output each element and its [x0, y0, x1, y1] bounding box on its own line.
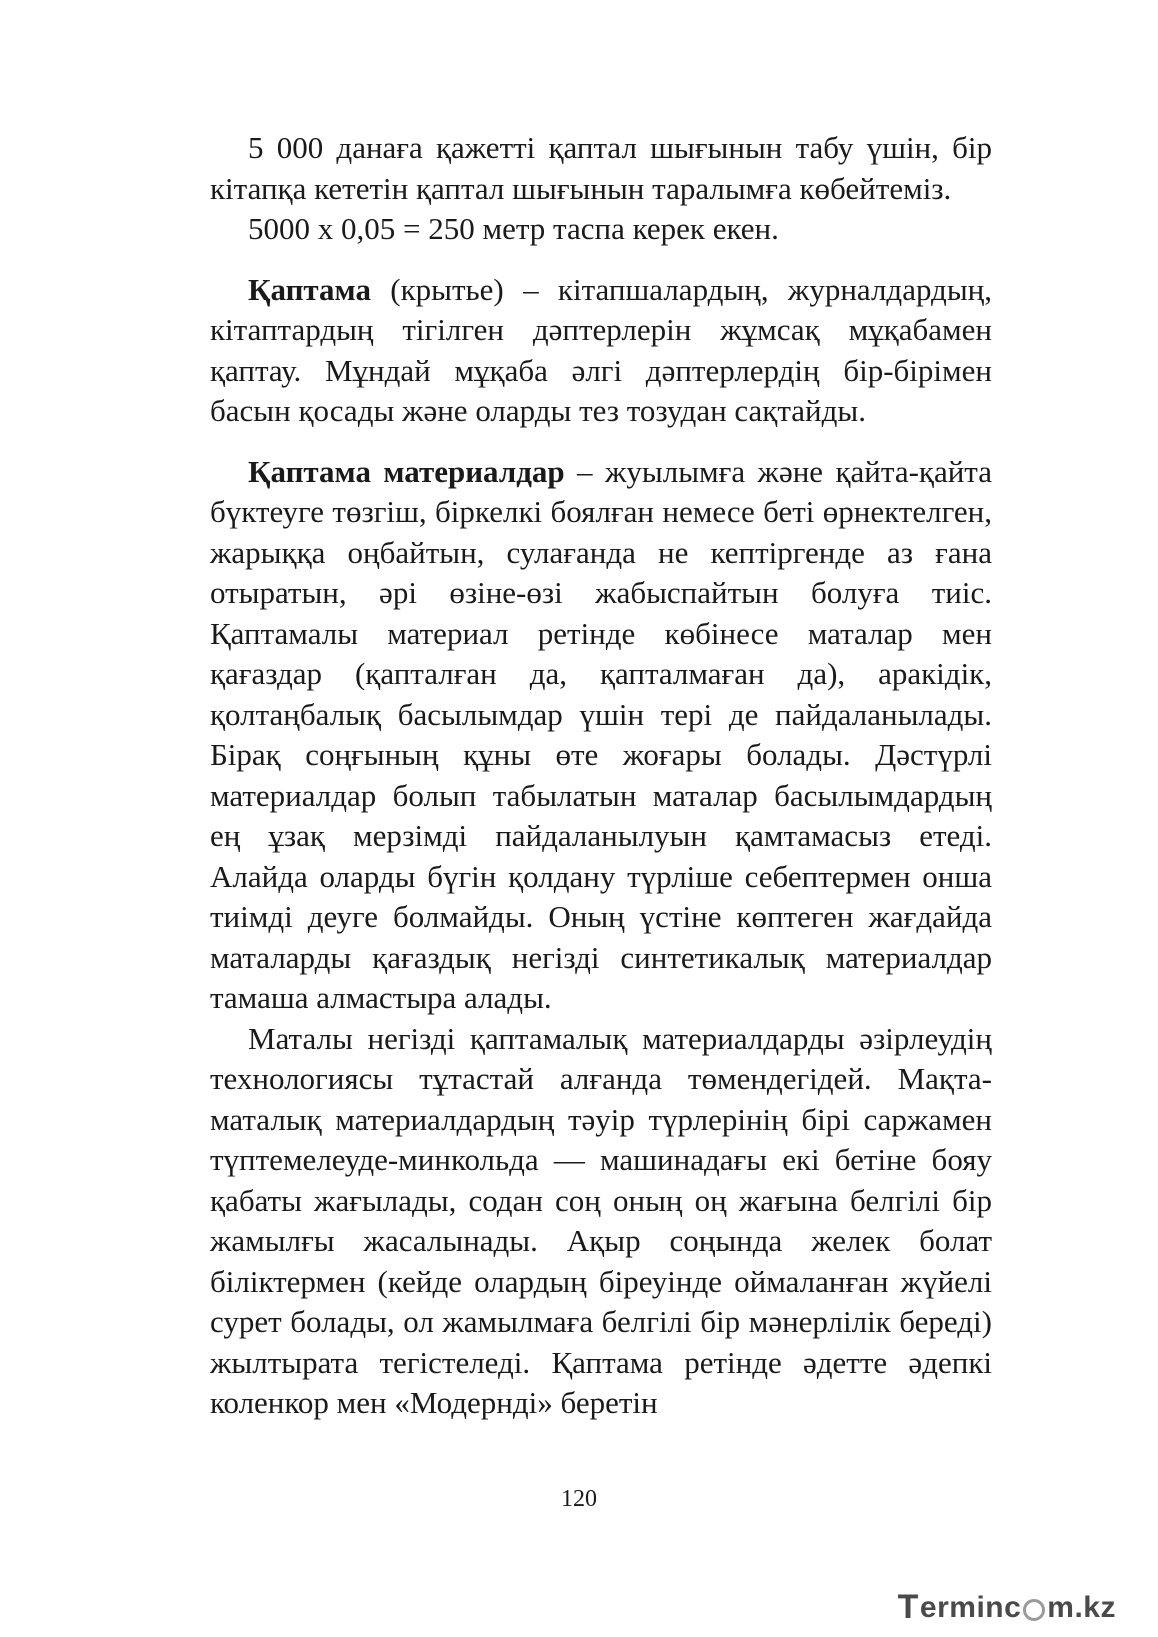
paragraph-technology: [210, 1019, 992, 1424]
term-kaptama-materials: Қаптама материалдар: [248, 453, 565, 489]
paragraph-2-text: 5000 х 0,05 = 250 метр таспа керек екен.: [248, 211, 779, 246]
page-body: [210, 128, 992, 1424]
site-watermark: [898, 1588, 1116, 1627]
paragraph-technology-text: Маталы негізді қаптамалық материалдарды әзірлеудің технологиясы тұтастай алғанда төмендегідей. Мақта-маталық материалдардың тәуір түрлерінің бірі саржамен түптемелеуде-минкольда — машинадағы екі бетіне бояу қабаты жағылады, содан соң оның оң жағына белгілі бір жамылғы жасалынады. Ақыр соңында желек болат біліктермен (кейде олардың біреуінде оймаланған жүйелі сурет болады, ол жамылмаға белгілі бір мәнерлілік береді) жылтырата тегістеледі. Қаптама ретінде әдетте әдепкі коленкор мен «Модернді» беретін: [210, 1020, 992, 1420]
paragraph-kaptama-materials: [210, 452, 992, 1019]
paragraph-2: [210, 209, 992, 250]
paragraph-1-text: 5 000 данаға қажетті қаптал шығынын табу үшін, бір кітапқа кететін қаптал шығынын таралымға көбейтеміз.: [210, 130, 992, 206]
page-number: 120: [561, 1486, 597, 1512]
watermark-suffix: m.kz: [1047, 1590, 1116, 1624]
paragraph-kaptama: [210, 270, 992, 432]
watermark-middle: erminc: [919, 1590, 1022, 1624]
term-kaptama: Қаптама: [248, 271, 371, 307]
watermark-o-circle-icon: [1023, 1599, 1045, 1621]
watermark-prefix: T: [897, 1588, 919, 1626]
definition-kaptama: (крытье) – кітапшалардың, журналдардың, кітаптардың тігілген дәптерлерін жұмсақ мұқабамен қаптау. Мұндай мұқаба әлгі дәптерлердің бір-бірімен басын қосады және оларды тез тозудан сақтайды.: [210, 271, 992, 428]
definition-kaptama-materials: – жуылымға және қайта-қайта бүктеуге төзгіш, біркелкі боялған немесе беті өрнектелген, жарыққа оңбайтын, сулағанда не кептіргенде аз ғана отыратын, әрі өзіне-өзі жабыспайтын болуға тиіс. Қаптамалы материал ретінде көбінесе маталар мен қағаздар (қапталған да, қапталмаған да), аракідік, қолтаңбалық басылымдар үшін тері де пайдаланылады. Бірақ соңғының құны өте жоғары болады. Дәстүрлі материалдар болып табылатын маталар басылымдардың ең ұзақ мерзімді пайдаланылуын қамтамасыз етеді. Алайда оларды бүгін қолдану түрліше себептермен онша тиімді деуге болмайды. Оның үстіне көптеген жағдайда маталарды қағаздық негізді синтетикалық материалдар тамаша алмастыра алады.: [210, 453, 992, 1015]
paragraph-1: [210, 128, 992, 209]
